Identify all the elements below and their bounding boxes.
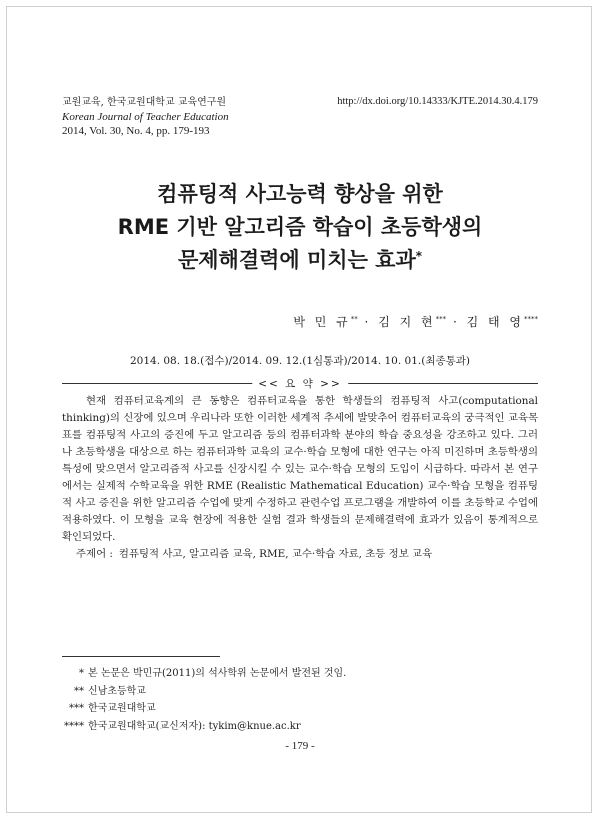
journal-name-kr: 교원교육, 한국교원대학교 교육연구원 bbox=[62, 97, 227, 108]
footnote-divider bbox=[62, 656, 220, 657]
author-1: 박 민 규 bbox=[293, 315, 351, 329]
doi-link[interactable]: http://dx.doi.org/10.14333/KJTE.2014.30.4.179 bbox=[337, 96, 538, 107]
footnote-mark: * bbox=[79, 668, 84, 679]
abstract-body: 현재 컴퓨터교육계의 큰 동향은 컴퓨터교육을 통한 학생들의 컴퓨팅적 사고(computational thinking)의 신장에 있으며 우리나라 또한 이러한 세계적 추세에 발맞추어 컴퓨터교육의 궁극적인 교육목표를 컴퓨팅적 사고의 증진에 두고 알고리즘 등의 컴퓨터과학 분야의 학습 중요성을 강조하고 있다. 그러나 초등학생을 대상으로 하는 컴퓨터과학 교육의 교수·학습 모형에 대한 연구는 아직 미진하며 초등학생의 특성에 맞으면서 알고리즘적 사고를 신장시킬 수 있는 교수·학습 모형의 도입이 시급하다. 따라서 본 연구에서는 실제적 수학교육을 위한 RME (Realistic Mathematical Education) 교수·학습 모형을 컴퓨팅적 사고 증진을 위한 알고리즘 수업에 맞게 수정하고 관련수업 프로그램을 개발하여 이를 초등학교 수업에 적용하였다. 이 모형을 교육 현장에 적용한 실험 결과 학생들의 문제해결력에 효과가 있음이 통계적으로 확인되었다. bbox=[62, 395, 538, 543]
footnote bbox=[62, 718, 346, 736]
footnote-mark: **** bbox=[64, 720, 84, 732]
author-3: 김 태 영 bbox=[466, 315, 524, 329]
title-footnote-mark: * bbox=[415, 249, 423, 263]
footnote-mark: ** bbox=[74, 685, 84, 697]
author-separator: · bbox=[364, 315, 372, 329]
author-3-mark: **** bbox=[524, 315, 538, 323]
keywords bbox=[76, 545, 432, 560]
footnote-text: 한국교원대학교(교신저자): tykim@knue.ac.kr bbox=[88, 720, 301, 732]
footnote bbox=[62, 665, 346, 683]
footnotes bbox=[62, 665, 346, 735]
footnote-text: 한국교원대학교 bbox=[88, 703, 156, 714]
author-1-mark: ** bbox=[350, 315, 358, 323]
author-2-mark: *** bbox=[435, 315, 447, 323]
keywords-text: 컴퓨팅적 사고, 알고리즘 교육, RME, 교수·학습 자료, 초등 정보 교육 bbox=[118, 548, 433, 560]
page-number: - 179 - bbox=[285, 740, 315, 752]
abstract-header bbox=[62, 376, 538, 390]
author-list bbox=[293, 313, 538, 330]
title-line-3: 문제해결력에 미치는 효과 bbox=[177, 248, 416, 272]
journal-info bbox=[62, 96, 229, 138]
footnote-text: 본 논문은 박민규(2011)의 석사학위 논문에서 발전된 것임. bbox=[88, 668, 347, 679]
keywords-label: 주제어 : bbox=[76, 548, 113, 560]
submission-dates: 2014. 08. 18.(접수)/2014. 09. 12.(1심통과)/2014. 10. 01.(최종통과) bbox=[129, 355, 470, 367]
footnote-text: 신남초등학교 bbox=[88, 685, 146, 697]
journal-name-en: Korean Journal of Teacher Education bbox=[62, 111, 229, 123]
title-line-1: 컴퓨팅적 사고능력 향상을 위한 bbox=[157, 182, 443, 206]
paper-title bbox=[0, 178, 600, 277]
footnote bbox=[62, 683, 346, 701]
author-separator: · bbox=[452, 315, 460, 329]
issue-info: 2014, Vol. 30, No. 4, pp. 179-193 bbox=[62, 125, 210, 137]
abstract-label: << 요 약 >> bbox=[252, 376, 348, 391]
author-2: 김 지 현 bbox=[378, 315, 436, 329]
title-line-2: RME 기반 알고리즘 학습이 초등학생의 bbox=[117, 215, 483, 239]
footnote-mark: *** bbox=[69, 703, 84, 714]
footnote bbox=[62, 700, 346, 718]
